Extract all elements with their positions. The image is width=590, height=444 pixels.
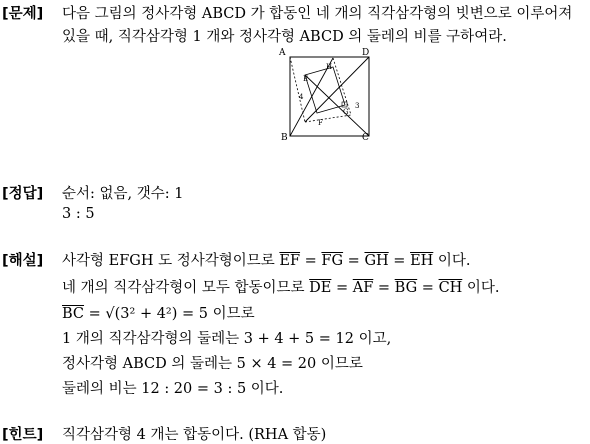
solution-line-1-suffix: 이다.: [433, 253, 471, 269]
segment-af: $\overline{AF}$: [352, 280, 374, 296]
label-side-4: 4: [299, 93, 304, 101]
segment-fg: $\overline{FG}$: [321, 253, 344, 269]
segment-gh: $\overline{GH}$: [364, 253, 389, 269]
label-h: H: [326, 63, 333, 71]
solution-line-2-suffix: 이다.: [462, 280, 500, 296]
label-a: A: [279, 48, 286, 58]
dashed-f-g: [305, 115, 351, 122]
solution-line-2: 네 개의 직각삼각형이 모두 합동이므로 $\overline{DE} = \overline{AF} = \overline{BG} = \overline{CH}$ 이다.: [62, 280, 500, 296]
solution-line-3-text: = √(3² + 4²) = 5 이므로: [84, 306, 255, 322]
segment-bc: $\overline{BC}$: [62, 306, 85, 322]
label-f: F: [318, 119, 323, 127]
problem-tag: [문제]: [2, 6, 44, 22]
solution-line-1: 사각형 EFGH 도 정사각형이므로 $\overline{EF} = \overline{FG} = \overline{GH} = \overline{EH}$ 이다.: [62, 253, 471, 269]
label-side-3: 3: [355, 102, 360, 110]
answer-line-1: 순서: 없음, 갯수: 1: [62, 186, 184, 202]
square-efgh: [305, 67, 345, 113]
label-d: D: [362, 48, 370, 58]
solution-tag: [해설]: [2, 253, 44, 269]
label-b: B: [281, 133, 288, 143]
hint-tag: [힌트]: [2, 427, 44, 443]
label-e: E: [303, 75, 309, 83]
solution-line-4: 1 개의 직각삼각형의 둘레는 3 + 4 + 5 = 12 이고,: [62, 331, 392, 347]
solution-line-3: [62, 302, 255, 323]
dashed-a-f: [290, 57, 305, 122]
solution-line-2-prefix: 네 개의 직각삼각형이 모두 합동이므로: [62, 280, 310, 296]
segment-ch: $\overline{CH}$: [438, 280, 463, 296]
label-g: G: [343, 108, 349, 116]
problem-text-line-2: 있을 때, 직각삼각형 1 개와 정사각형 ABCD 의 둘레의 비를 구하여라.: [62, 29, 507, 45]
segment-ef: $\overline{EF}$: [279, 253, 301, 269]
solution-line-5: 정사각형 ABCD 의 둘레는 5 × 4 = 20 이므로: [62, 356, 363, 372]
answer-line-2: 3 : 5: [62, 206, 95, 222]
answer-tag: [정답]: [2, 186, 44, 202]
line-d-f: [305, 57, 369, 122]
problem-text-line-1: 다음 그림의 정사각형 ABCD 가 합동인 네 개의 직각삼각형의 빗변으로 이루어져: [62, 6, 573, 22]
segment-bg: $\overline{BG}$: [394, 280, 418, 296]
segment-eh: $\overline{EH}$: [410, 253, 434, 269]
hint-text: 직각삼각형 4 개는 합동이다. (RHA 합동): [62, 427, 327, 443]
solution-line-1-prefix: 사각형 EFGH 도 정사각형이므로: [62, 253, 280, 269]
solution-line-6: 둘레의 비는 12 : 20 = 3 : 5 이다.: [62, 381, 284, 397]
label-c: C: [362, 133, 369, 143]
segment-de: $\overline{DE}$: [309, 280, 332, 296]
